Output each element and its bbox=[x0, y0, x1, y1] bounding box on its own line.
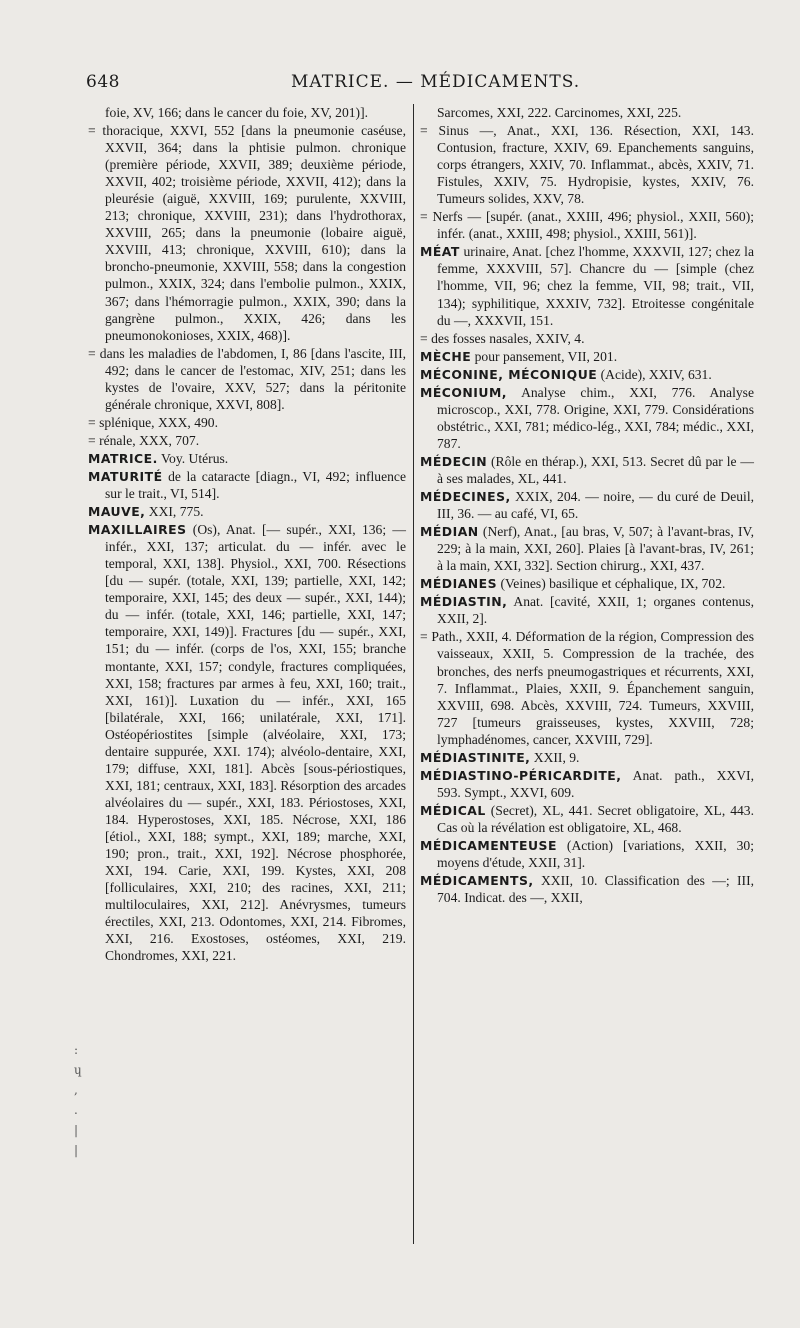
index-entry bbox=[88, 345, 406, 413]
entry-text: de la cataracte [diagn., VI, 492; influence sur le trait., VI, 514]. bbox=[105, 468, 406, 502]
left-column bbox=[88, 104, 406, 965]
entry-headword: MÉDICAMENTEUSE bbox=[420, 837, 557, 853]
entry-headword: MÉDICAMENTS, bbox=[420, 873, 534, 889]
index-entry bbox=[88, 468, 406, 502]
entry-text: Voy. Utérus. bbox=[157, 450, 229, 466]
entry-headword: MAUVE, bbox=[88, 504, 146, 520]
entry-text: (Action) [variations, XXII, 30; moyens d'étude, XXII, 31]. bbox=[437, 837, 754, 871]
entry-text: foie, XV, 166; dans le cancer du foie, XV, 201)]. bbox=[105, 105, 368, 120]
entry-text: (Os), Anat. [— supér., XXI, 136; — infér., XXI, 137; articulat. du — infér. avec le temporal, XXI, 138]. Physiol., XXI, 700. Résections [du — supér. (totale, XXI, 139; partielle, XXI, 142; temporaire, XXI, 145; des deux — supér., XXI, 144); du — infér. (totale, XXI, 146; partielle, XXI, 147; temporaire, XXI, 149)]. Fractures [du — supér., XXI, 151; du — infér. (corps de l'os, XXI, 155; branche montante, XXI, 157; condyle, fractures compliquées, XXI, 158; fractures par armes à feu, XXI, 160; trait., XXI, 161)]. Luxation du — infér., XXI, 165 [bilatérale, XXI, 166; unilatérale, XXI, 171]. Ostéopériostites [simple (alvéolaire, XXI, 173; dentaire suppurée, XXI. 174); alvéolo-dentaire, XXI, 179; diffuse, XXI, 181]. Abcès [sous-périostiques, XXI, 181; centraux, XXI, 183]. Résorption des arcades alvéolaires du — supér., XXI, 183. Périostoses, XXI, 184. Hyperostoses, XXI, 185. Nécrose, XXI, 186 [étiol., XXI, 188; sympt., XXI, 189; marche, XXI, 190; pron., trait., XXI, 192]. Nécrose phosphorée, XXI, 194. Carie, XXI, 199. Kystes, XXI, 208 [folliculaires, XXI, 210; des racines, XXI, 211; multiloculaires, XXI, 212]. Anévrysmes, tumeurs érectiles, XXI, 213. Odontomes, XXI, 214. Fibromes, XXI, 216. Exostoses, ostéomes, XXI, 219. Chondromes, XXI, 221. bbox=[105, 522, 406, 964]
index-entry bbox=[420, 767, 754, 801]
entry-headword: MÉDIASTINO-PÉRICARDITE, bbox=[420, 767, 622, 783]
index-entry bbox=[88, 503, 406, 520]
entry-text: (Acide), XXIV, 631. bbox=[597, 366, 712, 382]
index-entry bbox=[420, 593, 754, 627]
entry-text: XXI, 775. bbox=[145, 504, 204, 520]
entry-headword: MÈCHE bbox=[420, 348, 472, 364]
index-entry bbox=[420, 366, 754, 383]
index-entry bbox=[88, 432, 406, 449]
entry-text: Analyse chim., XXI, 776. Analyse microscop., XXI, 778. Origine, XXI, 779. Considérations obstétric., XXI, 781; médico-lég., XXI, 784; médic., XXI, 787. bbox=[437, 384, 754, 451]
index-entry bbox=[420, 802, 754, 836]
entry-headword: MÉAT bbox=[420, 244, 460, 260]
entry-headword: MATURITÉ bbox=[88, 468, 163, 484]
index-entry bbox=[420, 523, 754, 574]
index-entry bbox=[88, 450, 406, 467]
entry-headword: MÉDECIN bbox=[420, 453, 488, 469]
index-entry bbox=[420, 384, 754, 452]
entry-text: = rénale, XXX, 707. bbox=[88, 432, 200, 448]
right-column bbox=[420, 104, 754, 907]
entry-text: XXII, 10. Classification des —; III, 704. Indicat. des —, XXII, bbox=[437, 873, 754, 906]
index-entry bbox=[420, 208, 754, 242]
entry-headword: MAXILLAIRES bbox=[88, 522, 187, 538]
page-number: 648 bbox=[86, 72, 120, 92]
entry-text: (Secret), XL, 441. Secret obligatoire, XL, 443. Cas où la révélation est obligatoire, XL, 468. bbox=[437, 802, 754, 835]
index-entry bbox=[420, 837, 754, 871]
index-entry bbox=[420, 243, 754, 328]
index-entry bbox=[420, 104, 754, 121]
index-entry bbox=[420, 453, 754, 487]
entry-headword: MÉDIASTINITE, bbox=[420, 749, 531, 765]
entry-text: Anat. [cavité, XXII, 1; organes contenus, XXII, 2]. bbox=[437, 594, 754, 627]
entry-text: XXIX, 204. — noire, — du curé de Deuil, III, 36. — au café, VI, 65. bbox=[437, 489, 754, 522]
entry-text: = dans les maladies de l'abdomen, I, 86 [dans l'ascite, III, 492; dans le cancer de l'estomac, XIV, 251; dans les kystes de l'ovaire, XXV, 527; dans la péritonite générale chronique, XXVI, 808]. bbox=[88, 345, 406, 412]
index-entry bbox=[420, 575, 754, 592]
index-entry bbox=[420, 749, 754, 766]
entry-text: = thoracique, XXVI, 552 [dans la pneumonie caséuse, XXVII, 364; dans la phtisie pulmon. chronique (première période, XXVII, 389; deuxième période, XXVII, 402; troisième période, XXVII, 412); dans la pleurésie (aiguë, XXVIII, 169; purulente, XXVIII, 213; chronique, XXVIII, 231); dans l'hydrothorax, XXVIII, 265; dans la pneumonie (lobaire aiguë, XXVIII, 413; chronique, XXVIII, 610); dans la broncho-pneumonie, XXVIII, 558; dans la congestion pulmon., XXIX, 324; dans l'embolie pulmon., XXIX, 367; dans l'hémorragie pulmon., XXIX, 390; dans la gangrène pulmon., XXIX, 426; dans les pneumonokonioses, XXIX, 468)]. bbox=[88, 123, 406, 343]
entry-text: XXII, 9. bbox=[530, 749, 580, 765]
index-entry bbox=[88, 122, 406, 344]
index-entry bbox=[420, 348, 754, 365]
entry-text: = splénique, XXX, 490. bbox=[88, 414, 218, 430]
entry-headword: MÉCONIUM, bbox=[420, 384, 507, 400]
entry-text: urinaire, Anat. [chez l'homme, XXXVII, 127; chez la femme, XXXVIII, 57]. Chancre du — [simple (chez l'homme, VII, 96; chez la femme, VII, 98; trait., VII, 134); syphilitique, XXXIV, 732]. Etroitesse congénitale du —, XXXVII, 151. bbox=[437, 244, 754, 328]
index-entry bbox=[420, 872, 754, 906]
entry-text: = Nerfs — [supér. (anat., XXIII, 496; physiol., XXII, 560); infér. (anat., XXIII, 498; physiol., XXIII, 561)]. bbox=[420, 209, 754, 242]
index-entry bbox=[420, 628, 754, 747]
entry-text: (Veines) basilique et céphalique, IX, 702. bbox=[497, 576, 726, 592]
entry-headword: MÉDIASTIN, bbox=[420, 594, 508, 610]
entry-text: = Path., XXII, 4. Déformation de la région, Compression des vaisseaux, XXII, 5. Compression de la trachée, des bronches, des nerfs pneumogastriques et récurrents, XXI, 7. Inflammat., Plaies, XXII, 9. Épanchement sanguin, XXVIII, 698. Abcès, XXVIII, 724. Tumeurs, XXVIII, 727 [tumeurs graisseuses, kystes, XXVIII, 728; lymphadénomes, cancer, XXVIII, 729]. bbox=[420, 629, 754, 747]
entry-headword: MÉCONINE, MÉCONIQUE bbox=[420, 366, 598, 382]
index-entry bbox=[88, 414, 406, 431]
entry-text: = des fosses nasales, XXIV, 4. bbox=[420, 330, 585, 346]
running-title: MATRICE. — MÉDICAMENTS. bbox=[291, 72, 581, 92]
index-entry bbox=[88, 104, 406, 121]
entry-text: Sarcomes, XXI, 222. Carcinomes, XXI, 225. bbox=[437, 105, 682, 120]
index-entry bbox=[88, 521, 406, 964]
index-entry bbox=[420, 330, 754, 347]
entry-headword: MATRICE. bbox=[88, 450, 158, 466]
entry-text: = Sinus —, Anat., XXI, 136. Résection, XXI, 143. Contusion, fracture, XXIV, 69. Epanchements sanguins, corps étrangers, XXIV, 70. Inflammat., abcès, XXIV, 71. Fistules, XXIV, 75. Hydropisie, kystes, XXIV, 76. Tumeurs solides, XXV, 78. bbox=[420, 123, 754, 207]
margin-marks: : ɥ , . | | bbox=[74, 1043, 82, 1157]
entry-headword: MÉDIANES bbox=[420, 576, 498, 592]
entry-headword: MÉDECINES, bbox=[420, 489, 511, 505]
index-entry bbox=[420, 488, 754, 522]
entry-text: (Nerf), Anat., [au bras, V, 507; à l'avant-bras, IV, 229; à la main, XXI, 260]. Plaies [à l'avant-bras, IV, 261; à la main, XXI, 332]. Section chirurg., XXI, 437. bbox=[437, 524, 754, 574]
entry-text: Anat. path., XXVI, 593. Sympt., XXVI, 609. bbox=[437, 767, 754, 800]
column-divider bbox=[413, 104, 414, 1244]
entry-text: pour pansement, VII, 201. bbox=[471, 348, 618, 364]
entry-headword: MÉDICAL bbox=[420, 802, 486, 818]
entry-text: (Rôle en thérap.), XXI, 513. Secret dû par le — à ses malades, XL, 441. bbox=[437, 453, 754, 486]
entry-headword: MÉDIAN bbox=[420, 524, 479, 540]
index-entry bbox=[420, 122, 754, 207]
